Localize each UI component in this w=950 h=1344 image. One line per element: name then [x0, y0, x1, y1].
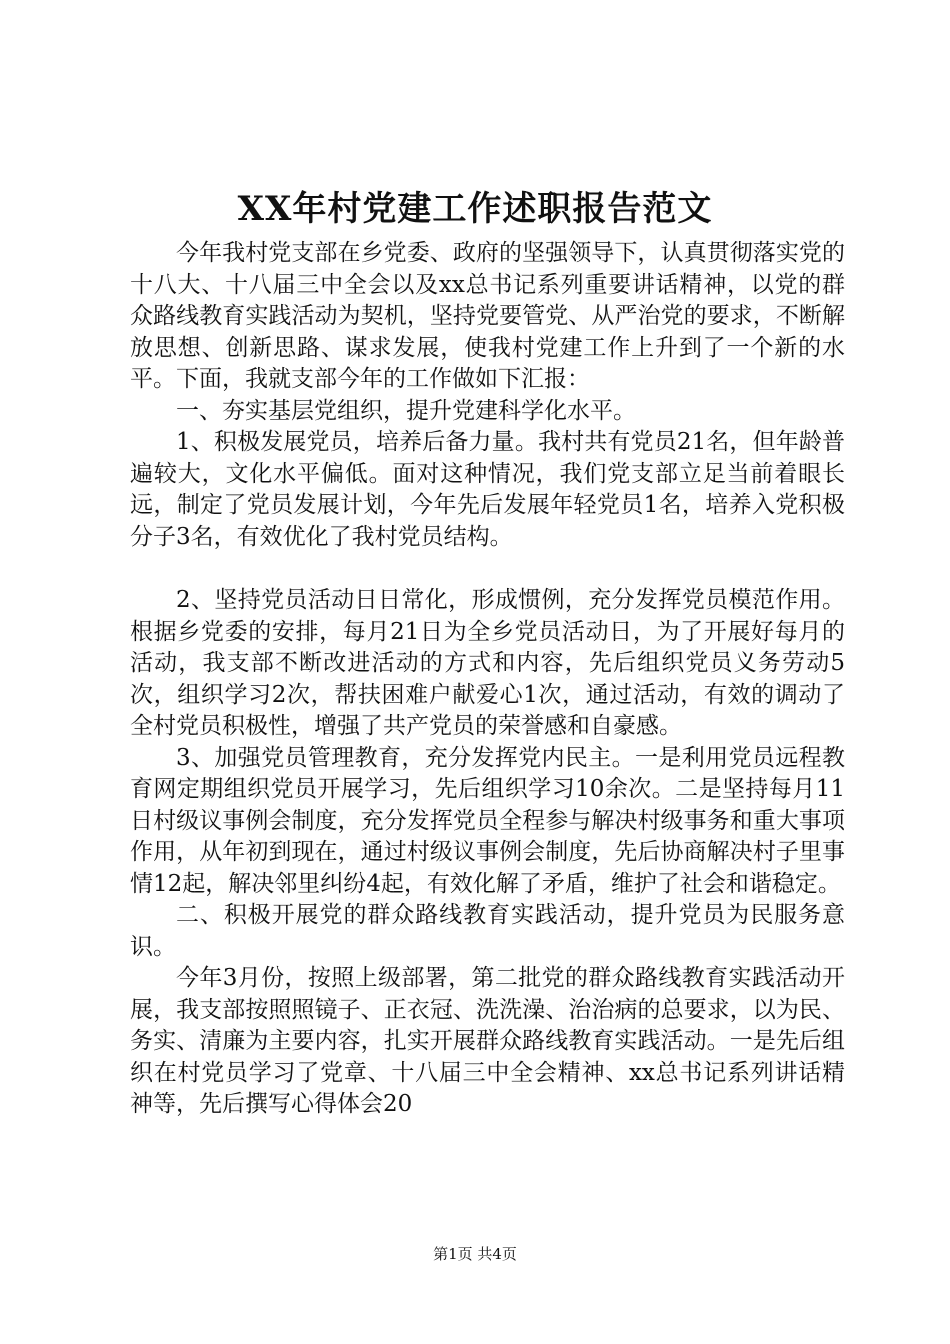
document-title: XX年村党建工作述职报告范文 [237, 189, 713, 229]
page-footer: 第1页 共4页 [433, 1245, 517, 1263]
paragraph-item-2: 2、坚持党员活动日日常化，形成惯例，充分发挥党员模范作用。根据乡党委的安排，每月21日为全乡党员活动日，为了开展好每月的活动，我支部不断改进活动的方式和内容，先后组织党员义务劳动5次，组织学习2次，帮扶困难户献爱心1次，通过活动，有效的调动了全村党员积极性，增强了共产党员的荣誉感和自豪感。 [130, 587, 845, 739]
document-body [130, 238, 845, 1121]
paragraph-item-3: 3、加强党员管理教育，充分发挥党内民主。一是利用党员远程教育网定期组织党员开展学习，先后组织学习10余次。二是坚持每月11日村级议事例会制度，充分发挥党员全程参与解决村级事务和重大事项作用，从年初到现在，通过村级议事例会制度，先后协商解决村子里事情12起，解决邻里纠纷4起，有效化解了矛盾，维护了社会和谐稳定。 [130, 744, 845, 897]
paragraph-item-1: 1、积极发展党员，培养后备力量。我村共有党员21名，但年龄普遍较大，文化水平偏低。面对这种情况，我们党支部立足当前着眼长远，制定了党员发展计划，今年先后发展年轻党员1名，培养入党积极分子3名，有效优化了我村党员结构。 [130, 429, 845, 550]
section-heading-1: 一、夯实基层党组织，提升党建科学化水平。 [176, 397, 636, 424]
paragraph-gap [130, 553, 845, 585]
paragraph-section-2: 今年3月份，按照上级部署，第二批党的群众路线教育实践活动开展，我支部按照照镜子、正衣冠、洗洗澡、治治病的总要求，以为民、务实、清廉为主要内容，扎实开展群众路线教育实践活动。一是先后组织在村党员学习了党章、十八届三中全会精神、xx总书记系列讲话精神等，先后撰写心得体会20 [130, 965, 845, 1117]
section-heading-2: 二、积极开展党的群众路线教育实践活动，提升党员为民服务意识。 [130, 902, 845, 960]
paragraph-intro: 今年我村党支部在乡党委、政府的坚强领导下，认真贯彻落实党的十八大、十八届三中全会以及xx总书记系列重要讲话精神，以党的群众路线教育实践活动为契机，坚持党要管党、从严治党的要求，不断解放思想、创新思路、谋求发展，使我村党建工作上升到了一个新的水平。下面，我就支部今年的工作做如下汇报： [130, 240, 845, 392]
